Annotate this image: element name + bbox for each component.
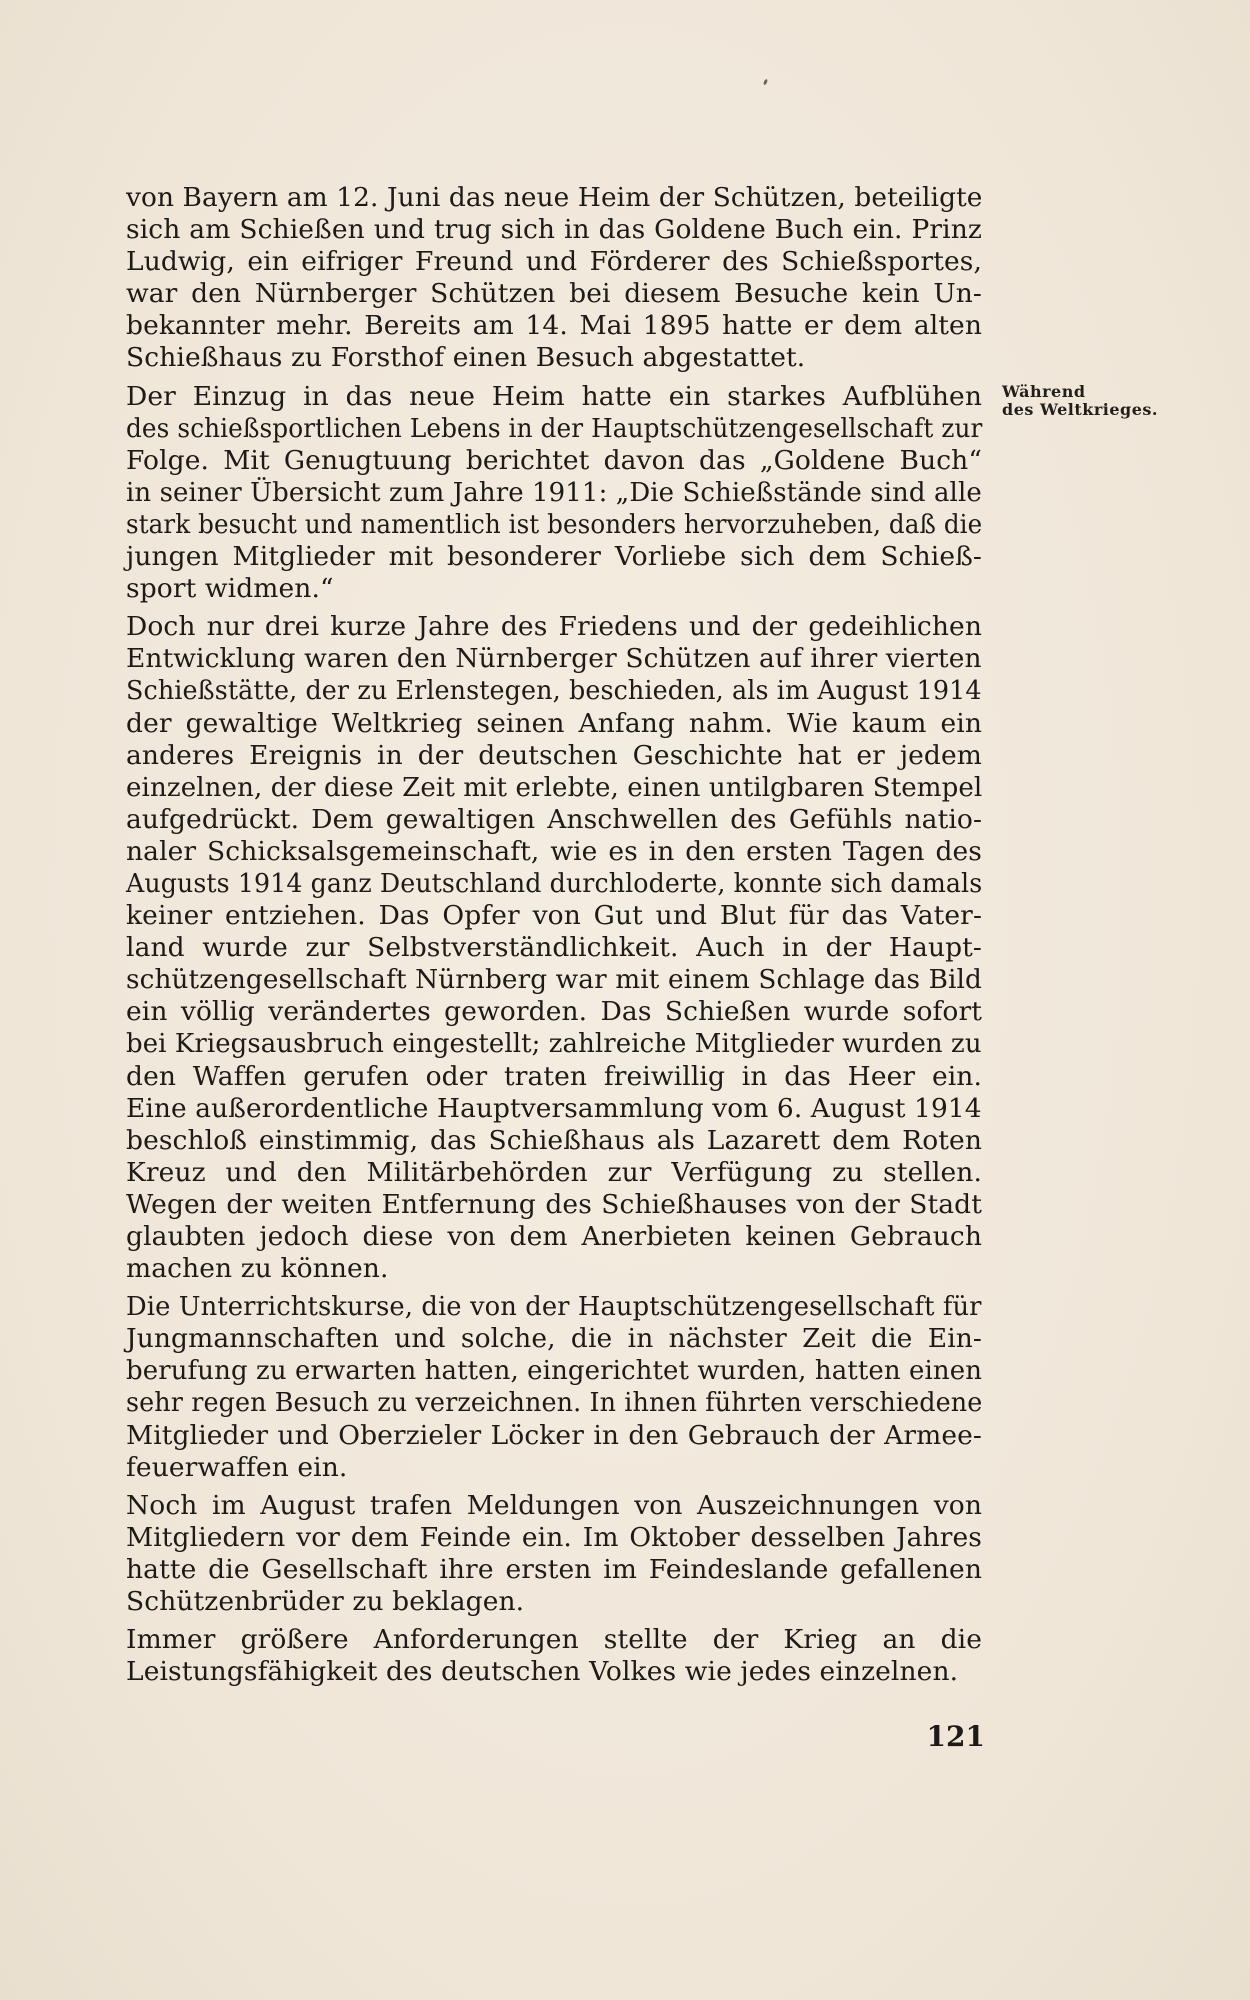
text-line: schützengesellschaft Nürnberg war mit einem Schlage das Bild [126,964,982,996]
text-line: Schießhaus zu Forsthof einen Besuch abgestattet. [126,342,806,374]
text-line: Eine außerordentliche Hauptversammlung vom 6. August 1914 [126,1092,982,1124]
text-line: land wurde zur Selbstverständlichkeit. Auch in der Haupt- [126,932,982,964]
text-line: sehr regen Besuch zu verzeichnen. In ihnen führten verschiedene [126,1387,983,1419]
margin-note-line: Während [1002,382,1086,401]
body-text [126,182,982,1694]
text-line: Kreuz und den Militärbehörden zur Verfügung zu stellen. [126,1156,982,1188]
text-line: Folge. Mit Genugtuung berichtet davon das „Goldene Buch“ [126,444,982,476]
text-line: keiner entziehen. Das Opfer von Gut und Blut für das Vater- [126,900,982,932]
text-line: anderes Ereignis in der deutschen Geschichte hat er jedem [126,739,982,771]
text-line: Mitgliedern vor dem Feinde ein. Im Oktober desselben Jahres [126,1521,982,1553]
text-line: stark besucht und namentlich ist besonders hervorzuheben, daß die [126,508,983,540]
text-line: war den Nürnberger Schützen bei diesem Besuche kein Un- [126,278,982,310]
text-line: Schützenbrüder zu beklagen. [126,1586,525,1618]
text-line: Immer größere Anforderungen stellte der Krieg an die [126,1624,982,1656]
paragraph [126,1490,982,1618]
text-line: Die Unterrichtskurse, die von der Hauptschützengesellschaft für [126,1291,982,1323]
text-line: Entwicklung waren den Nürnberger Schützen auf ihrer vierten [126,643,982,675]
text-line: bei Kriegsausbruch eingestellt; zahlreiche Mitglieder wurden zu [126,1028,982,1060]
text-line: sich am Schießen und trug sich in das Goldene Buch ein. Prinz [126,214,982,246]
margin-note-line: des Weltkrieges. [1002,400,1158,419]
paragraph [126,182,982,375]
paragraph [126,381,982,606]
text-line: beschloß einstimmig, das Schießhaus als Lazarett dem Roten [126,1124,982,1156]
text-line: Schießstätte, der zu Erlenstegen, beschieden, als im August 1914 [126,675,982,707]
text-line: Noch im August trafen Meldungen von Auszeichnungen von [126,1489,982,1521]
text-line: Mitglieder und Oberzieler Löcker in den Gebrauch der Armee- [126,1419,982,1451]
text-line: den Waffen gerufen oder traten freiwillig in das Heer ein. [126,1060,982,1092]
text-line: berufung zu erwarten hatten, eingerichtet wurden, hatten einen [126,1355,983,1387]
text-line: bekannter mehr. Bereits am 14. Mai 1895 hatte er dem alten [126,310,982,342]
margin-note [1002,383,1202,419]
text-line: Augusts 1914 ganz Deutschland durchloderte, konnte sich damals [126,867,983,899]
text-line: Leistungsfähigkeit des deutschen Volkes wie jedes einzelnen. [126,1656,959,1688]
paragraph [126,1291,982,1484]
page-number: 121 [926,1720,985,1753]
paragraph [126,611,982,1285]
paragraph [126,1624,982,1688]
text-line: des schießsportlichen Lebens in der Hauptschützengesellschaft zur [126,412,983,444]
text-line: der gewaltige Weltkrieg seinen Anfang nahm. Wie kaum ein [126,707,982,739]
text-line: glaubten jedoch diese von dem Anerbieten keinen Gebrauch [126,1221,982,1252]
text-line: jungen Mitglieder mit besonderer Vorliebe sich dem Schieß- [126,541,982,573]
text-line: Doch nur drei kurze Jahre des Friedens und der gedeihlichen [126,611,982,643]
text-line: Wegen der weiten Entfernung des Schießhauses von der Stadt [126,1188,982,1220]
text-line: feuerwaffen ein. [126,1451,348,1483]
text-line: hatte die Gesellschaft ihre ersten im Feindeslande gefallenen [126,1553,982,1585]
text-line: naler Schicksalsgemeinschaft, wie es in den ersten Tagen des [126,835,982,867]
text-line: von Bayern am 12. Juni das neue Heim der Schützen, beteiligte [126,182,983,213]
text-line: Ludwig, ein eifriger Freund und Förderer des Schießsportes, [126,246,982,278]
text-line: Jungmannschaften und solche, die in nächster Zeit die Ein- [126,1323,982,1355]
text-line: machen zu können. [126,1253,389,1285]
text-line: sport widmen.“ [126,573,334,605]
text-line: einzelnen, der diese Zeit mit erlebte, einen untilgbaren Stempel [126,771,983,803]
text-line: Der Einzug in das neue Heim hatte ein starkes Aufblühen [126,380,982,412]
paper-speck [763,79,768,86]
text-line: in seiner Übersicht zum Jahre 1911: „Die Schießstände sind alle [126,476,982,508]
text-line: ein völlig verändertes geworden. Das Schießen wurde sofort [126,996,982,1028]
text-line: aufgedrückt. Dem gewaltigen Anschwellen des Gefühls natio- [126,803,982,835]
